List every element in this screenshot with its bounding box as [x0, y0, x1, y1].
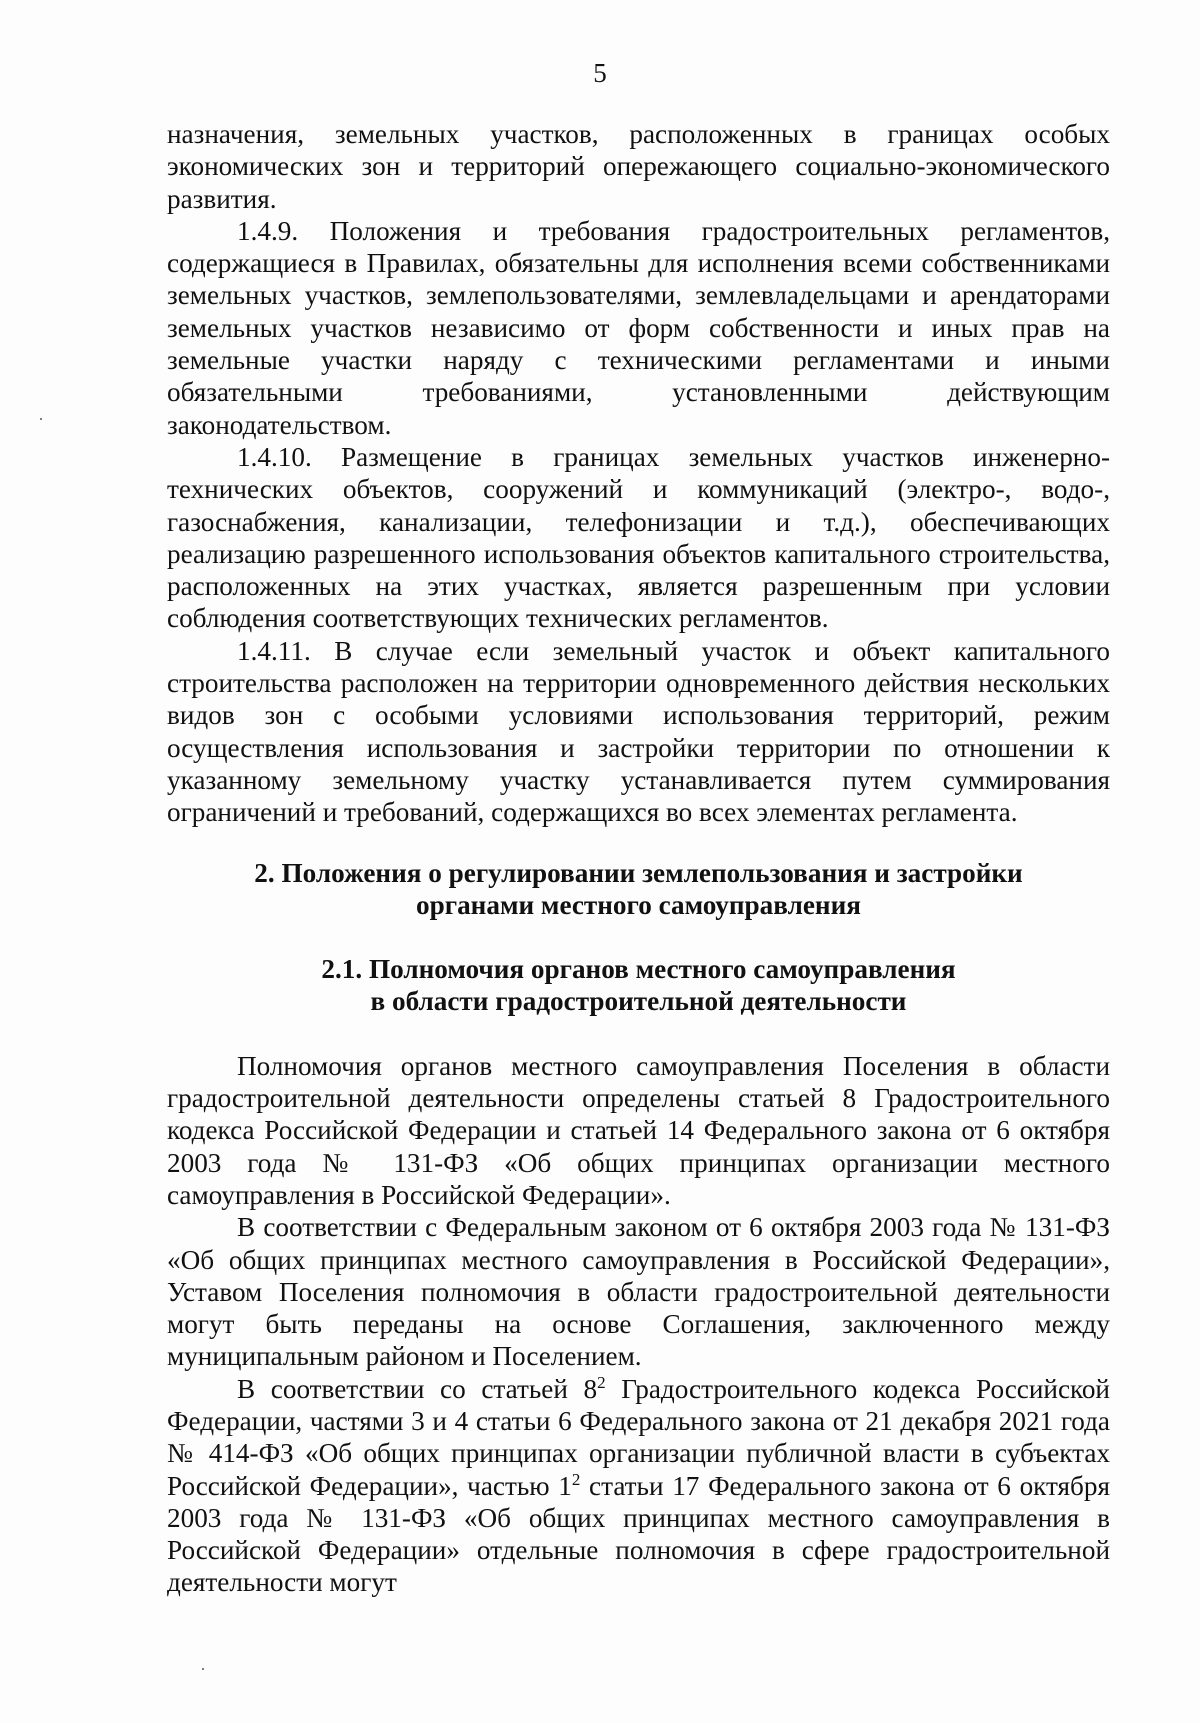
scan-speck — [40, 418, 42, 420]
superscript-2: 2 — [571, 1469, 581, 1489]
paragraph-delegation-part-b: Градостроительного кодекса Российской Федерации, частями 3 и 4 статьи 6 Федерального закона от 21 декабря 2021 года № 414-ФЗ «Об общих принципах организации публичной власти в субъектах Российской Федерации», частью 1 — [167, 1373, 1110, 1501]
paragraph-1-4-11: 1.4.11. В случае если земельный участок и объект капитального строительства расположен на территории одновременного действия нескольких видов зон с особыми условиями использования территорий, режим осуществления использования и застройки территории по отношении к указанному земельному участку устанавливается путем суммирования ограничений и требований, содержащихся во всех элементах регламента. — [167, 635, 1110, 828]
paragraph-authorities: Полномочия органов местного самоуправления Поселения в области градостроительной деятельности определены статьей 8 Градостроительного кодекса Российской Федерации и статьей 14 Федерального закона от 6 октября 2003 года № 131-ФЗ «Об общих принципах организации местного самоуправления в Российской Федерации». — [167, 1050, 1110, 1210]
document-body — [167, 118, 1110, 1599]
section-2-heading-line-1: 2. Положения о регулировании землепользования и застройки — [254, 857, 1023, 888]
paragraph-federal-law: В соответствии с Федеральным законом от 6 октября 2003 года № 131-ФЗ «Об общих принципах местного самоуправления в Российской Федерации», Уставом Поселения полномочия в области градостроительной деятельности могут быть переданы на основе Соглашения, заключенного между муниципальным районом и Поселением. — [167, 1212, 1110, 1372]
paragraph-1-4-10: 1.4.10. Размещение в границах земельных участков инженерно-технических объектов, сооружений и коммуникаций (электро-, водо-, газоснабжения, канализации, телефонизации и т.д.), обеспечивающих реализацию разрешенного использования объектов капитального строительства, расположенных на этих участках, является разрешенным при условии соблюдения соответствующих технических регламентов. — [167, 441, 1110, 634]
superscript-2: 2 — [597, 1372, 606, 1392]
section-2-heading-line-2: органами местного самоуправления — [416, 889, 861, 920]
scan-speck — [202, 1668, 204, 1670]
paragraph-1-4-9: 1.4.9. Положения и требования градостроительных регламентов, содержащиеся в Правилах, обязательны для исполнения всеми собственниками земельных участков, землепользователями, землевладельцами и арендаторами земельных участков независимо от форм собственности и иных прав на земельные участки наряду с техническими регламентами и иными обязательными требованиями, установленными действующим законодательством. — [167, 215, 1110, 440]
section-2-1-heading — [167, 953, 1110, 1018]
section-spacer — [167, 1018, 1110, 1050]
page-number: 5 — [593, 58, 607, 88]
section-2-1-heading-line-1: 2.1. Полномочия органов местного самоуправления — [321, 954, 956, 985]
paragraph-continuation: назначения, земельных участков, расположенных в границах особых экономических зон и территорий опережающего социально-экономического развития. — [167, 119, 1110, 214]
paragraph-delegation-part-a: В соответствии со статьей 8 — [237, 1373, 598, 1404]
paragraph-delegation — [167, 1373, 1110, 1599]
section-2-heading — [167, 857, 1110, 922]
section-2-1-heading-line-2: в области градостроительной деятельности — [370, 986, 907, 1017]
paragraph-delegation-part-c: статьи 17 Федерального закона от 6 октября 2003 года № 131-ФЗ «Об общих принципах местного самоуправления в Российской Федерации» отдельные полномочия в сфере градостроительной деятельности могут — [167, 1470, 1110, 1598]
